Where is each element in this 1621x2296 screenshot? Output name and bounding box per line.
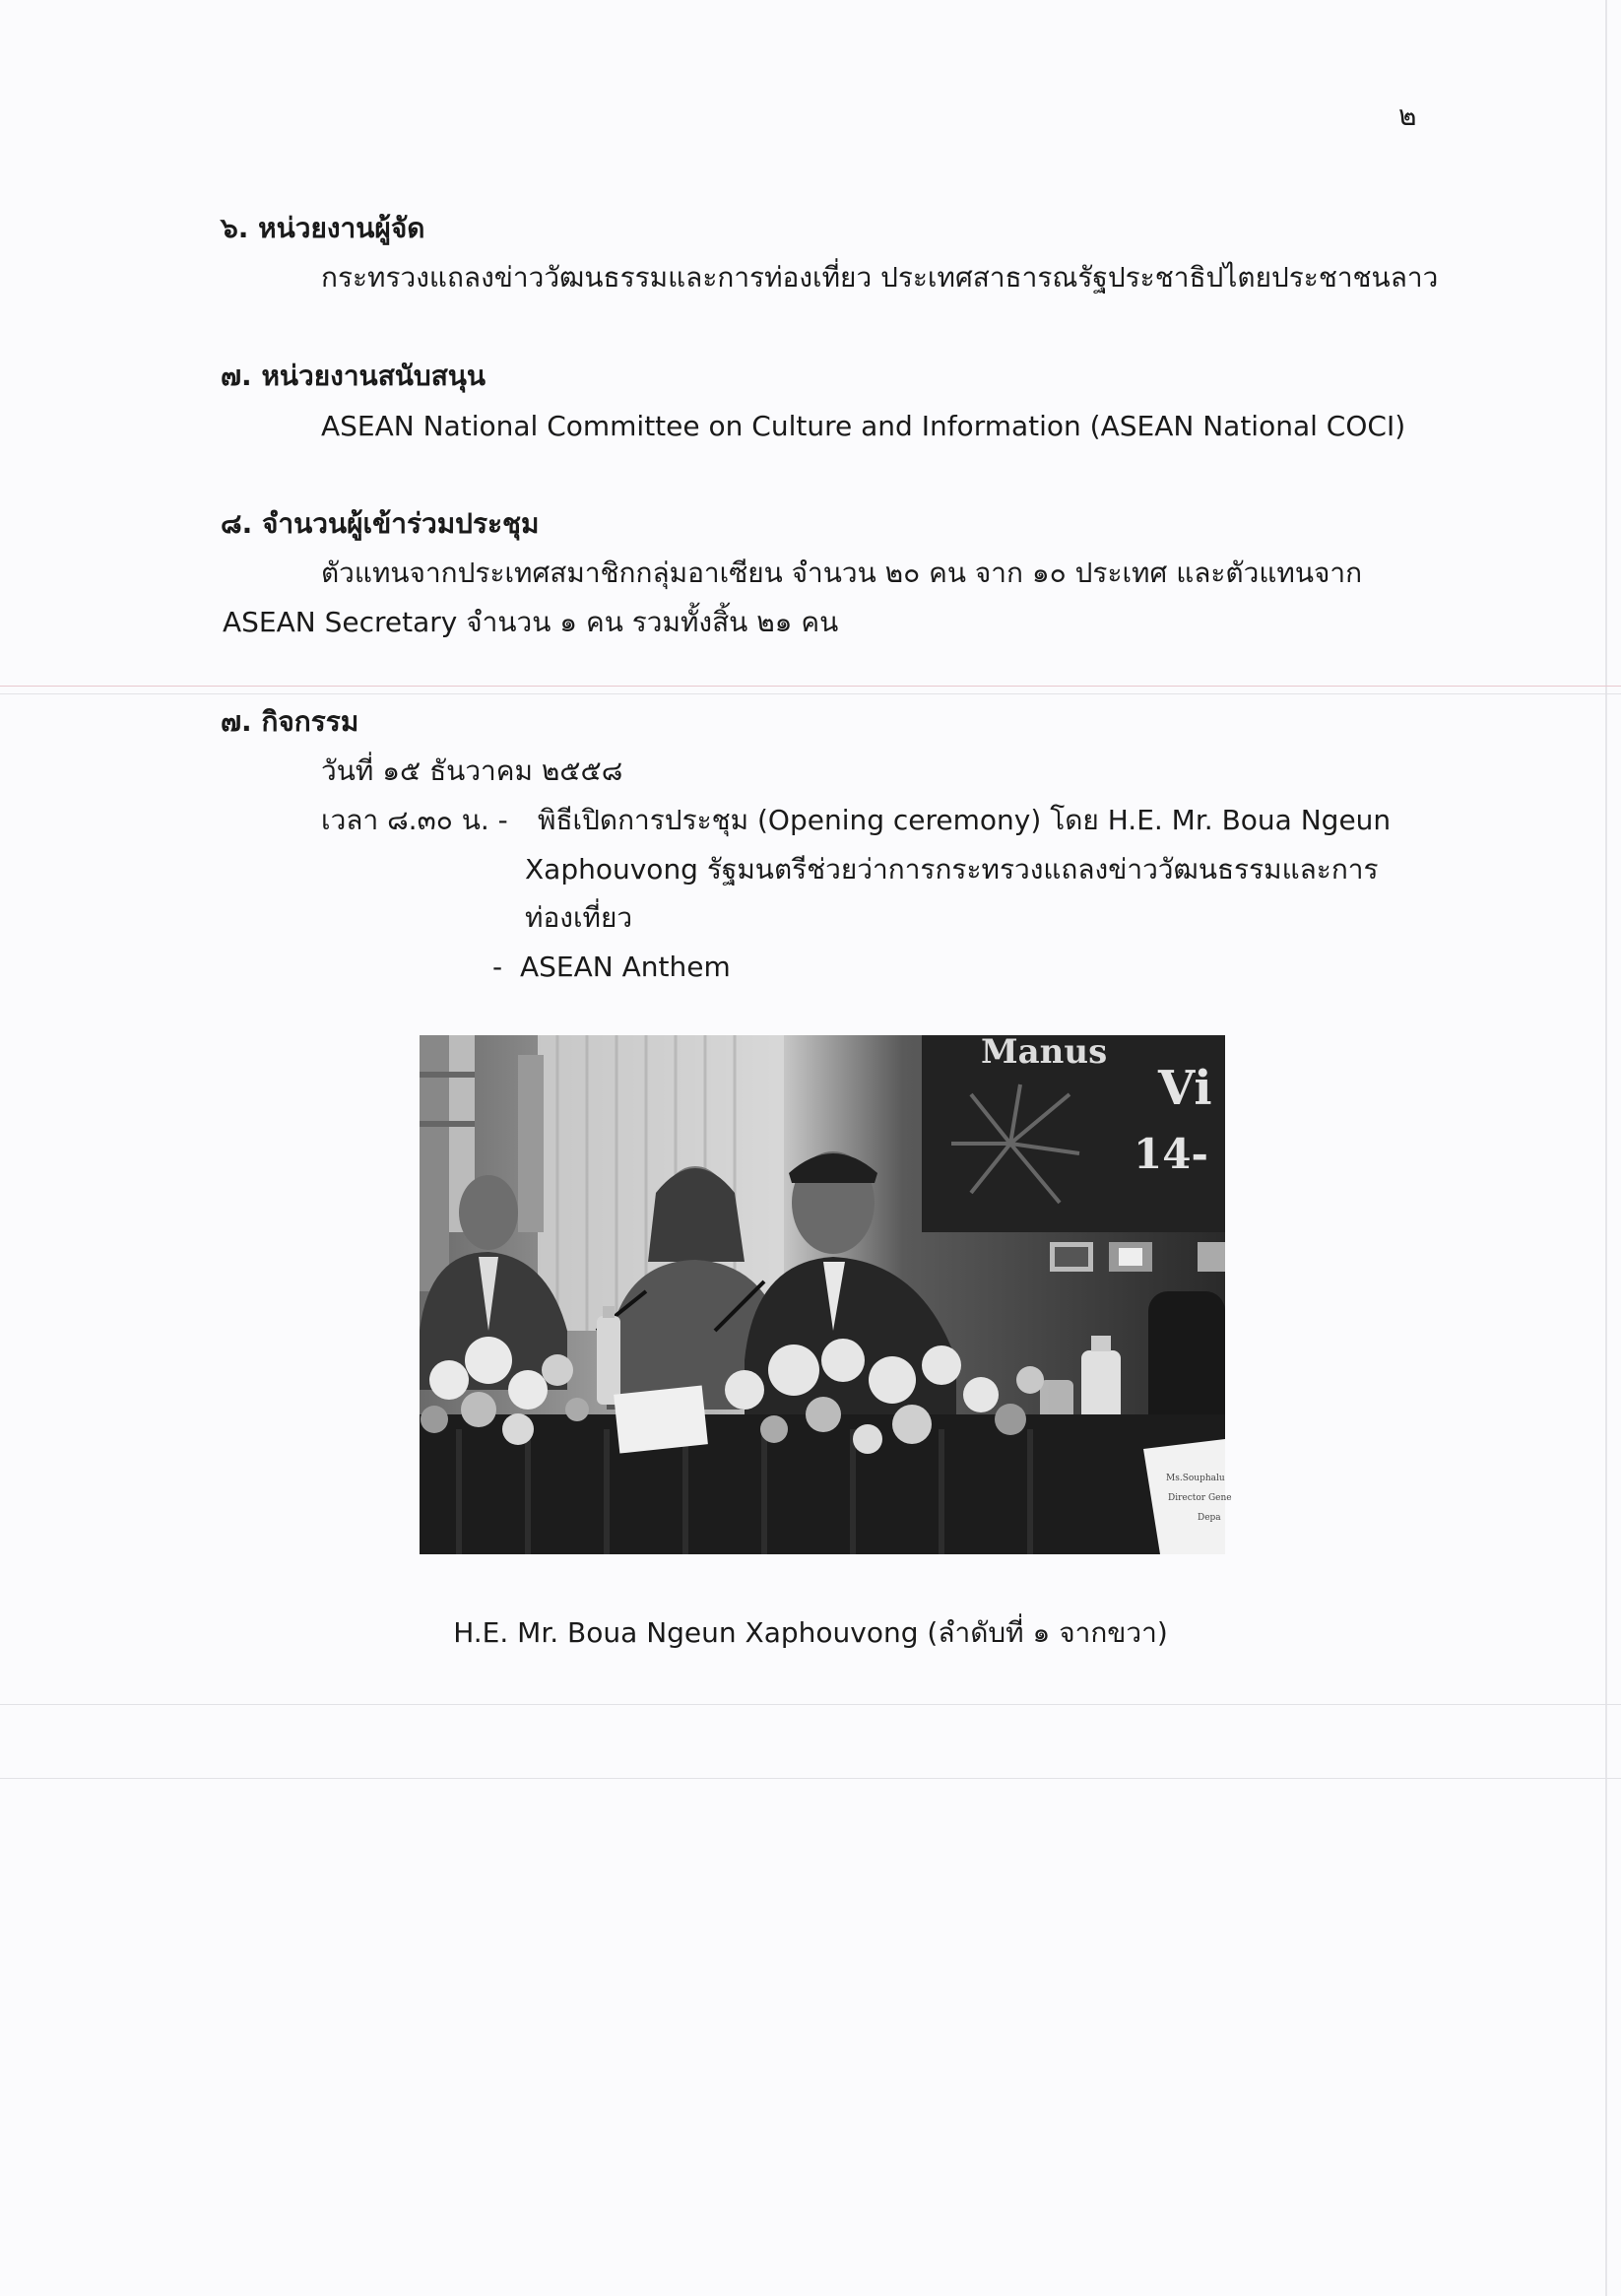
banner-word-2: Vi (1158, 1061, 1212, 1116)
anthem-text: ASEAN Anthem (520, 951, 731, 983)
page-number: ๒ (1398, 99, 1417, 132)
participants-line-2: ASEAN Secretary จำนวน ๑ คน รวมทั้งสิ้น ๒๑ คน (223, 606, 839, 638)
section-heading-supporter: ๗. หน่วยงานสนับสนุน (221, 360, 486, 392)
anthem-bullet: - (492, 951, 503, 983)
ceremony-photo (420, 1032, 1232, 1554)
activity-line-3: ท่องเที่ยว (525, 901, 633, 934)
photo-caption: H.E. Mr. Boua Ngeun Xaphouvong (ลำดับที่ ๑ จากขวา) (453, 1616, 1168, 1649)
banner-word-1: Manus (981, 1032, 1108, 1072)
section-heading-organizer: ๖. หน่วยงานผู้จัด (221, 212, 425, 244)
activity-line-2: Xaphouvong รัฐมนตรีช่วยว่าการกระทรวงแถลงข่าววัฒนธรรมและการ (525, 853, 1379, 886)
participants-line-1: ตัวแทนจากประเทศสมาชิกกลุ่มอาเซียน จำนวน ๒๐ คน จาก ๑๐ ประเทศ และตัวแทนจาก (321, 557, 1363, 589)
section-heading-activities: ๗. กิจกรรม (221, 705, 359, 738)
organizer-text: กระทรวงแถลงข่าววัฒนธรรมและการท่องเที่ยว ประเทศสาธารณรัฐประชาธิปไตยประชาชนลาว (321, 261, 1439, 294)
scan-edge (1605, 0, 1607, 2296)
banner-word-3: 14- (1134, 1130, 1208, 1178)
scan-line (0, 686, 1621, 687)
table-cloth (420, 1414, 1225, 1554)
scan-line (0, 1704, 1621, 1705)
supporter-text: ASEAN National Committee on Culture and Information (ASEAN National COCI) (321, 410, 1406, 442)
placard-line-2: Director Gene (1168, 1493, 1232, 1503)
placard-line-1: Ms.Souphalu (1166, 1474, 1225, 1483)
section-heading-participants: ๘. จำนวนผู้เข้าร่วมประชุม (221, 507, 540, 540)
placard-line-3: Depa (1198, 1513, 1221, 1523)
ceremony-photo-illustration (420, 1032, 1232, 1554)
scan-line (0, 693, 1621, 694)
activity-line-1: พิธีเปิดการประชุม (Opening ceremony) โดย H.E. Mr. Boua Ngeun (538, 804, 1392, 836)
activity-date: วันที่ ๑๕ ธันวาคม ๒๕๕๘ (321, 754, 623, 787)
name-placard (614, 1385, 708, 1453)
activity-time: เวลา ๘.๓๐ น. - (321, 804, 508, 836)
banner-flags (1050, 1242, 1225, 1272)
scan-line (0, 1778, 1621, 1779)
